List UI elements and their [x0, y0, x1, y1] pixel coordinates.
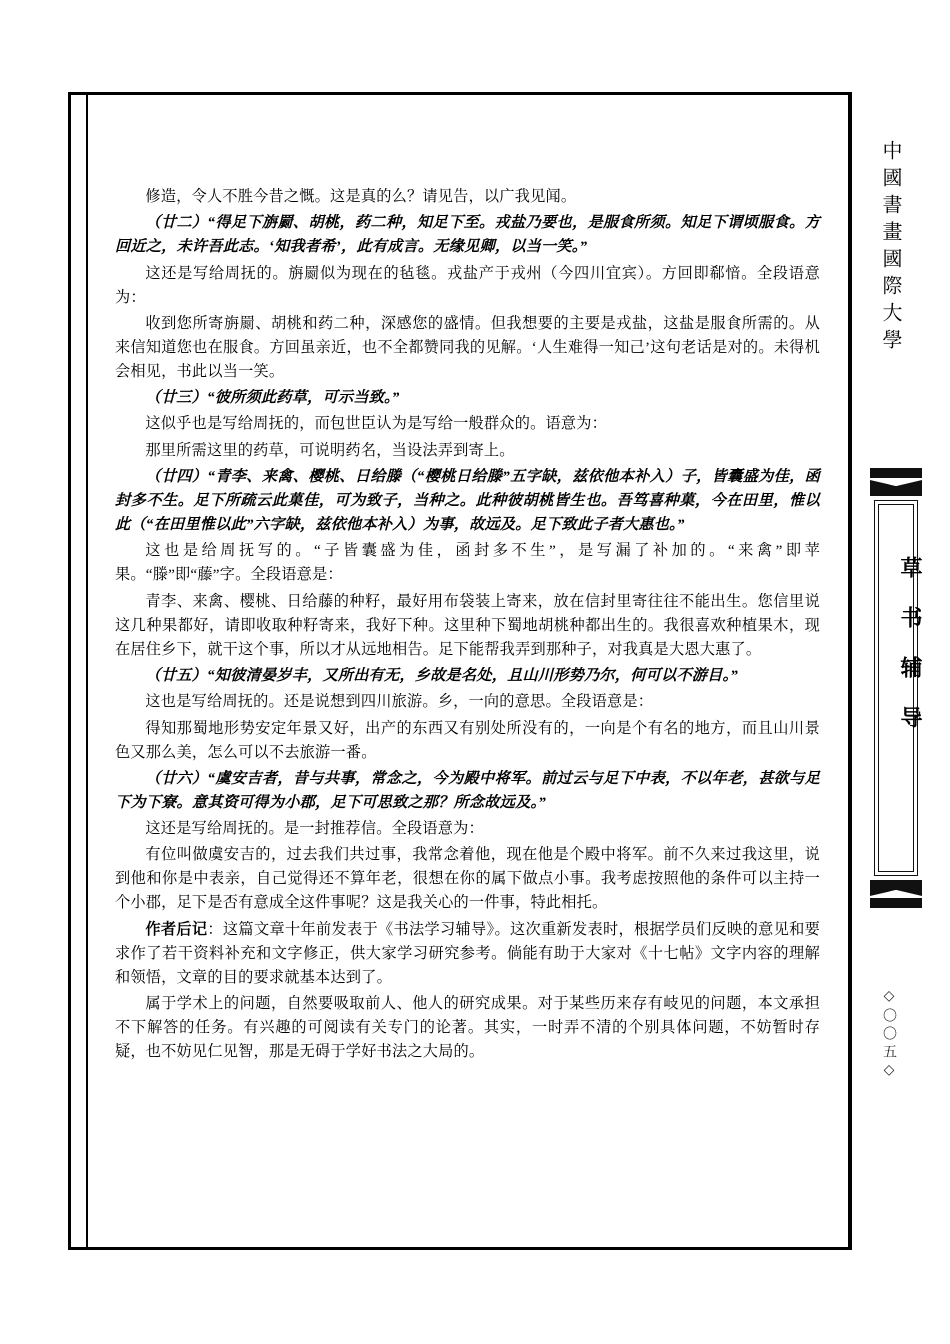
paragraph: 那里所需这里的药草，可说明药名，当设法弄到寄上。: [145, 441, 515, 459]
ornament-bar-top: [870, 468, 922, 478]
paragraph: 修造，令人不胜今昔之慨。这是真的么？请见告，以广我见闻。: [145, 188, 577, 205]
page-sidebar: [858, 100, 938, 1250]
paragraph: 得知那蜀地形势安定年景又好，出产的东西又有别处所没有的，一向是个有名的地方，而且山川景色又那么美，怎么可以不去旅游一番。: [115, 719, 820, 761]
page-number: ◇〇〇五◇: [881, 988, 896, 1082]
section-title-ornament: [866, 468, 926, 908]
paragraph: 青李、来禽、樱桃、日给藤的种籽，最好用布袋装上寄来，放在信封里寄往往不能出生。您信里说这几种果都好，请即收取种籽寄来，我好下种。这里种下蜀地胡桃种都出生的。我很喜欢种植果木，现在居住乡下，就干这个事，所以才从远地相告。足下能帮我弄到那种子，对我真是大恩大惠了。: [115, 592, 820, 658]
paragraph: 这也是给周抚写的。“子皆囊盛为佳，函封多不生”，是写漏了补加的。“来禽”即苹果。“滕”即“藤”字。全段语意是：: [115, 542, 820, 584]
article-body: [115, 185, 820, 1066]
paragraph: 这还是写给周抚的。旃罽似为现在的毡毯。戎盐产于戎州（今四川宜宾）。方回即郗愔。全段语意为：: [115, 264, 820, 306]
ornament-cap-bottom: [870, 880, 922, 896]
paragraph: 这还是写给周抚的。是一封推荐信。全段语意为：: [145, 820, 484, 838]
paragraph: 有位叫做虞安吉的，过去我们共过事，我常念着他，现在他是个殿中将军。前不久来过我这里，说到他和你是中表亲，自己觉得还不算年老，很想在你的属下做点小事。我考虑按照他的条件可以主持一个小郡，足下是否有意成全这件事呢？这是我关心的一件事，特此相托。: [115, 846, 820, 912]
quoted-passage: （廿二）“得足下旃罽、胡桃，药二种，知足下至。戎盐乃要也，是服食所须。知足下谓顷服食。方回近之，未许吾此志。‘知我者希’，此有成言。无缘见卿，以当一笑。”: [115, 214, 820, 256]
paragraph: 属于学术上的问题，自然要吸取前人、他人的研究成果。对于某些历来存有岐见的问题，本文承担不下解答的任务。有兴趣的可阅读有关专门的论著。其实，一时弄不清的个别具体问题，不妨暂时存疑，也不妨见仁见智，那是无碍于学好书法之大局的。: [115, 995, 820, 1061]
institution-name: 中國書畫國際大學: [879, 140, 901, 356]
sidebar-divider-rule: [851, 92, 852, 1250]
ornament-bar-bottom: [870, 898, 922, 908]
section-title: 草书辅导: [898, 556, 923, 756]
quoted-passage: （廿六）“虞安吉者，昔与共事，常念之，今为殿中将军。前过云与足下中表，不以年老，甚欲与足下为下寮。意其资可得为小郡，足下可思致之那？所念故远及。”: [115, 769, 820, 811]
postscript-label: 作者后记: [145, 920, 208, 938]
paragraph: 这似乎也是写给周抚的，而包世臣认为是写给一般群众的。语意为：: [145, 415, 608, 433]
page-border-inner-rule: [86, 95, 88, 1247]
paragraph: 这也是写给周抚的。还是说想到四川旅游。乡，一向的意思。全段语意是：: [145, 693, 654, 711]
quoted-passage: （廿四）“青李、来禽、樱桃、日给滕（“樱桃日给滕”五字缺，兹依他本补入）子，皆囊盛为佳，函封多不生。足下所疏云此菓佳，可为致子，当种之。此种彼胡桃皆生也。吾笃喜种菓，今在田里，惟以此（“在田里惟以此”六字缺，兹依他本补入）为事，故远及。足下致此子者大惠也。”: [115, 468, 820, 534]
paragraph: 收到您所寄旃罽、胡桃和药二种，深感您的盛情。但我想要的主要是戎盐，这盐是服食所需的。从来信知道您也在服食。方回虽亲近，也不全都赞同我的见解。‘人生难得一知己’这句老话是对的。未得机会相见，书此以当一笑。: [115, 314, 820, 380]
author-postscript: [115, 918, 820, 990]
quoted-passage: （廿五）“知彼清晏岁丰，又所出有无，乡故是名处，且山川形势乃尔，何可以不游目。”: [145, 666, 739, 684]
quoted-passage: （廿三）“彼所须此药草，可示当致。”: [145, 389, 400, 407]
postscript-text: ：这篇文章十年前发表于《书法学习辅导》。这次重新发表时，根据学员们反映的意见和要求作了若干资料补充和文字修正，供大家学习研究参考。倘能有助于大家对《十七帖》文字内容的理解和领悟，文章的目的要求就基本达到了。: [115, 920, 820, 986]
